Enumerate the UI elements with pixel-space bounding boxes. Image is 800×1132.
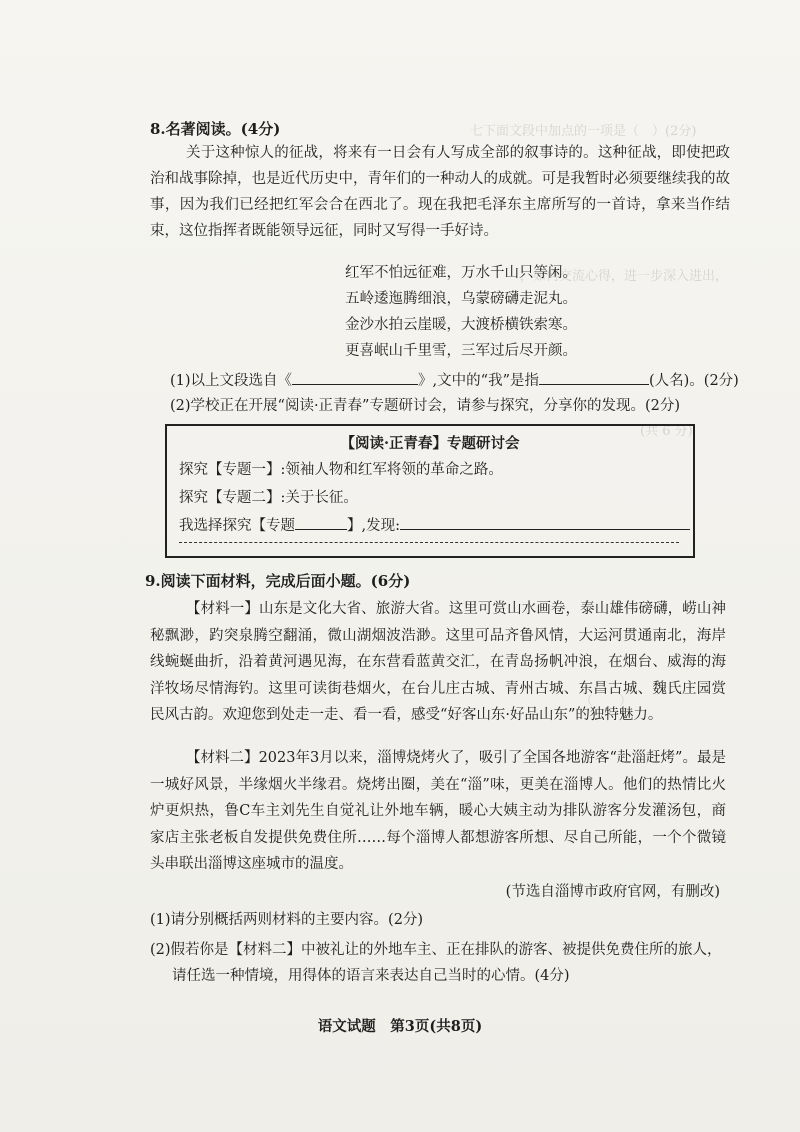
question-9-sub1: (1)请分别概括两则材料的主要内容。(2分) xyxy=(150,912,424,928)
topic-2: 探究【专题二】:关于长征。 xyxy=(179,490,358,506)
answer-line[interactable] xyxy=(179,542,679,543)
bleed-through-text: 七下面文段中加点的一项是（ ）(2分) xyxy=(470,124,697,139)
poem-line: 五岭逶迤腾细浪，乌蒙磅礴走泥丸。 xyxy=(345,291,577,307)
material-1: 【材料一】山东是文化大省、旅游大省。这里可赏山水画卷，泰山雄伟磅礴，崂山神秘飘渺，趵突泉腾空翻涌，微山湖烟波浩渺。这里可品齐鲁风情，大运河贯通南北，海岸线蜿蜒曲折，沿着黄河遇见海，在东营看蓝黄交汇，在青岛扬帆冲浪，在烟台、威海的海洋牧场尽情海钓。这里可读街巷烟火，在台儿庄古城、青州古城、东昌古城、魏氏庄园赏民风古韵。欢迎您到处走一走、看一看，感受“好客山东·好品山东”的独特魅力。 xyxy=(150,601,726,723)
question-8-title: 8.名著阅读。(4分) xyxy=(150,120,281,138)
material-source: (节选自淄博市政府官网，有删改) xyxy=(505,884,720,900)
question-8-passage: 关于这种惊人的征战，将来有一日会有人写成全部的叙事诗的。这种征战，即使把政治和战事除掉，也是近代历史中，青年们的一种动人的成就。可是我暂时必须要继续我的故事，因为我们已经把红军会合在西北了。现在我把毛泽东主席所写的一首诗，拿来当作结束，这位指挥者既能领导远征，同时又写得一手好诗。 xyxy=(150,145,730,239)
bleed-through-text: （ ） xyxy=(580,694,633,709)
finding-blank[interactable] xyxy=(400,515,690,530)
page-footer: 语文试题 第3页(共8页) xyxy=(317,1018,483,1035)
choose-text-a: 我选择探究【专题 xyxy=(179,518,295,534)
sub1-text-c: (人名)。(2分) xyxy=(648,373,739,389)
poem-line: 更喜岷山千里雪，三军过后尽开颜。 xyxy=(345,343,577,359)
question-8-sub1 xyxy=(170,370,739,391)
topic-1: 探究【专题一】:领袖人物和红军将领的革命之路。 xyxy=(179,462,503,478)
question-9-sub2-line2: 请任选一种情境，用得体的语言来表达自己当时的心情。(4分) xyxy=(172,968,570,984)
seminar-box-title: 【阅读·正青春】专题研讨会 xyxy=(340,435,520,452)
person-name-blank[interactable] xyxy=(539,370,649,385)
material-2: 【材料二】2023年3月以来，淄博烧烤火了，吸引了全国各地游客“赴淄赶烤”。最是一城好风景，半缘烟火半缘君。烧烤出圈，美在“淄”味，更美在淄博人。他们的热情比火炉更炽热，鲁C车主刘先生自觉礼让外地车辆，暖心大姨主动为排队游客分发灌汤包，商家店主张老板自发提供免费住所……每个淄博人都想游客所想、尽自己所能，一个个微镜头串联出淄博这座城市的温度。 xyxy=(150,750,726,872)
poem-line: 金沙水拍云崖暖，大渡桥横铁索寒。 xyxy=(345,317,577,333)
topic-number-blank[interactable] xyxy=(295,515,347,530)
question-9-sub2-line1: (2)假若你是【材料二】中被礼让的外地车主、正在排队的游客、被提供免费住所的旅人， xyxy=(150,942,722,958)
book-title-blank[interactable] xyxy=(292,370,418,385)
question-9-title: 9.阅读下面材料，完成后面小题。(6分) xyxy=(145,572,411,590)
bleed-through-text: (共 6 分) xyxy=(640,424,693,439)
sub1-text-a: (1)以上文段选自《 xyxy=(170,373,293,389)
seminar-box xyxy=(165,424,695,558)
poem-line: 红军不怕远征难，万水千山只等闲。 xyxy=(345,265,577,281)
choose-topic-row xyxy=(179,514,690,535)
sub1-text-b: 》,文中的“我”是指 xyxy=(418,373,539,389)
bleed-through-text: ，如何交流心得，进一步深入进出， xyxy=(520,269,729,284)
choose-text-b: 】,发现: xyxy=(347,518,400,534)
question-8-sub2: (2)学校正在开展“阅读·正青春”专题研讨会，请参与探究，分享你的发现。(2分) xyxy=(170,398,681,414)
